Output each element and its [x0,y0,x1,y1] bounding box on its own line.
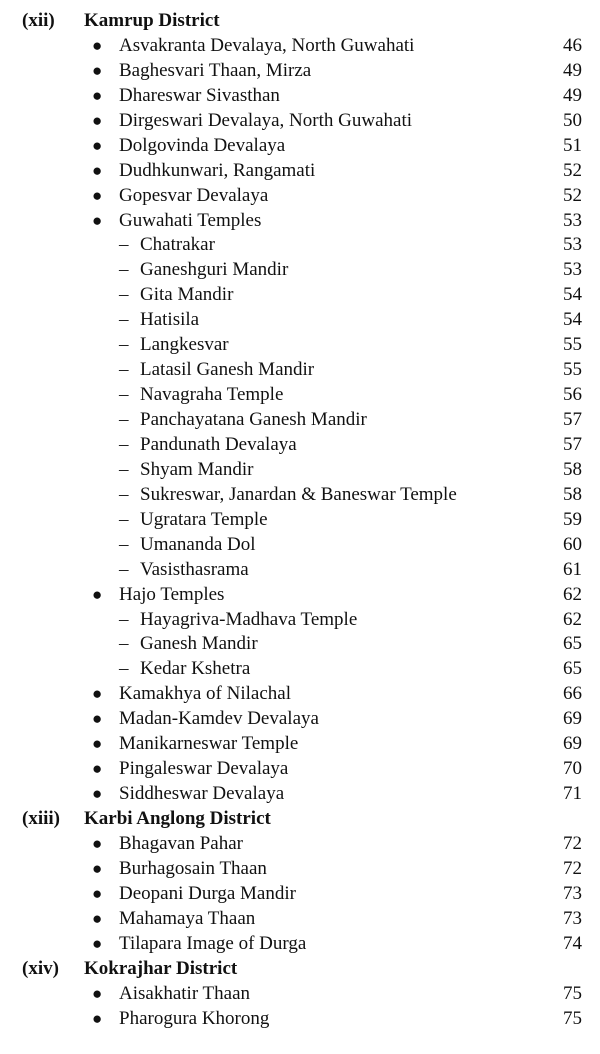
dash-icon: – [119,359,129,381]
bullet-icon: ● [92,1008,103,1028]
dash-icon: – [119,533,129,555]
entry-page-number: 73 [563,882,582,904]
toc-entry [0,682,600,707]
entry-title: Dhareswar Sivasthan [119,84,280,106]
subentry-page-number: 54 [563,309,582,331]
subentry-title: Ganeshguri Mandir [140,259,289,281]
bullet-icon: ● [92,908,103,928]
dash-icon: – [119,259,129,281]
subentry-page-number: 54 [563,284,582,306]
subentry-title: Hatisila [140,309,200,331]
entry-title: Asvakranta Devalaya, North Guwahati [119,34,415,56]
entry-title: Deopani Durga Mandir [119,882,296,904]
entry-title: Hajo Temples [119,583,225,605]
toc-subentry [0,433,600,458]
toc-subentry [0,608,600,633]
bullet-icon: ● [92,110,103,130]
subentry-title: Chatrakar [140,234,215,256]
entry-page-number: 62 [563,583,582,605]
section-title: Karbi Anglong District [84,808,271,829]
subentry-page-number: 57 [563,409,582,430]
subentry-page-number: 58 [563,483,582,505]
entry-title: Siddheswar Devalaya [119,783,285,805]
bullet-icon: ● [92,983,103,1003]
entry-page-number: 75 [563,982,582,1004]
toc-entry [0,59,600,84]
toc-subentry [0,483,600,508]
section-heading [0,807,600,832]
toc-entry [0,209,600,234]
entry-title: Pingaleswar Devalaya [119,758,289,780]
entry-page-number: 49 [563,59,582,81]
subentry-title: Pandunath Devalaya [140,433,297,455]
section-title: Kamrup District [84,10,220,31]
toc-subentry [0,233,600,258]
dash-icon: – [119,433,129,455]
bullet-icon: ● [92,185,103,205]
entry-title: Gopesvar Devalaya [119,184,269,206]
dash-icon: – [119,458,129,480]
entry-page-number: 70 [563,758,582,780]
entry-title: Baghesvari Thaan, Mirza [119,59,312,81]
toc-entry [0,1007,600,1032]
toc-subentry [0,533,600,558]
bullet-icon: ● [92,734,103,754]
bullet-icon: ● [92,584,103,604]
subentry-page-number: 56 [563,384,582,406]
subentry-page-number: 60 [563,533,582,555]
toc-entry [0,84,600,109]
subentry-page-number: 57 [563,433,582,455]
subentry-title: Gita Mandir [140,284,234,306]
toc-entry [0,832,600,857]
dash-icon: – [119,658,129,680]
bullet-icon: ● [92,784,103,804]
subentry-title: Panchayatana Ganesh Mandir [140,409,367,430]
entry-page-number: 49 [563,84,582,106]
entry-page-number: 51 [563,134,582,156]
entry-page-number: 52 [563,159,582,181]
toc-subentry [0,283,600,308]
toc-subentry [0,458,600,483]
entry-page-number: 69 [563,708,582,730]
subentry-page-number: 55 [563,359,582,381]
toc-entry [0,982,600,1007]
toc-entry [0,159,600,184]
toc-subentry [0,308,600,333]
toc-subentry [0,333,600,358]
subentry-title: Shyam Mandir [140,458,254,480]
entry-page-number: 75 [563,1007,582,1029]
entry-page-number: 46 [563,34,582,56]
entry-title: Dudhkunwari, Rangamati [119,159,316,181]
entry-title: Dirgeswari Devalaya, North Guwahati [119,109,412,131]
toc-subentry [0,657,600,682]
section-numeral: (xii) [22,10,55,31]
subentry-page-number: 59 [563,508,582,530]
subentry-title: Langkesvar [140,334,229,356]
subentry-page-number: 58 [563,458,582,480]
subentry-title: Latasil Ganesh Mandir [140,359,315,381]
dash-icon: – [119,508,129,530]
section-heading [0,957,600,982]
bullet-icon: ● [92,933,103,953]
toc-entry [0,932,600,957]
bullet-icon: ● [92,135,103,155]
entry-page-number: 66 [563,683,582,705]
entry-page-number: 71 [563,783,582,805]
section-title: Kokrajhar District [84,957,238,979]
entry-page-number: 53 [563,209,582,231]
entry-page-number: 69 [563,733,582,755]
entry-page-number: 73 [563,907,582,929]
toc-entry [0,857,600,882]
dash-icon: – [119,384,129,406]
entry-title: Manikarneswar Temple [119,733,299,755]
dash-icon: – [119,409,129,430]
toc-subentry [0,258,600,283]
dash-icon: – [119,633,129,655]
subentry-title: Vasisthasrama [140,558,249,580]
bullet-icon: ● [92,709,103,729]
entry-title: Tilapara Image of Durga [119,932,307,954]
toc-entry [0,882,600,907]
subentry-title: Umananda Dol [140,533,256,555]
subentry-title: Hayagriva-Madhava Temple [140,608,358,630]
dash-icon: – [119,334,129,356]
toc-entry [0,134,600,159]
toc-subentry [0,383,600,408]
entry-title: Mahamaya Thaan [119,907,256,929]
toc-entry [0,732,600,757]
subentry-title: Navagraha Temple [140,384,284,406]
toc-subentry [0,408,600,433]
bullet-icon: ● [92,883,103,903]
subentry-page-number: 53 [563,234,582,256]
bullet-icon: ● [92,833,103,853]
toc-entry [0,109,600,134]
entry-page-number: 72 [563,832,582,854]
section-numeral: (xiii) [22,808,60,829]
entry-title: Madan-Kamdev Devalaya [119,708,319,730]
subentry-page-number: 53 [563,259,582,281]
subentry-page-number: 55 [563,334,582,356]
entry-page-number: 72 [563,857,582,879]
bullet-icon: ● [92,210,103,230]
subentry-title: Sukreswar, Janardan & Baneswar Temple [140,483,457,505]
toc-entry [0,707,600,732]
entry-title: Kamakhya of Nilachal [119,683,291,705]
section-heading [0,9,600,34]
bullet-icon: ● [92,160,103,180]
dash-icon: – [119,483,129,505]
toc-entry [0,34,600,59]
entry-page-number: 52 [563,184,582,206]
subentry-title: Ugratara Temple [140,508,268,530]
section-numeral: (xiv) [22,957,59,979]
subentry-title: Ganesh Mandir [140,633,258,655]
subentry-page-number: 62 [563,608,582,630]
dash-icon: – [119,608,129,630]
subentry-page-number: 61 [563,558,582,580]
toc-subentry [0,358,600,383]
bullet-icon: ● [92,759,103,779]
entry-title: Guwahati Temples [119,209,262,231]
entry-title: Pharogura Khorong [119,1007,270,1029]
entry-page-number: 74 [563,932,582,954]
toc-subentry [0,508,600,533]
toc-subentry [0,558,600,583]
toc-entry [0,583,600,608]
entry-title: Bhagavan Pahar [119,832,243,854]
bullet-icon: ● [92,60,103,80]
bullet-icon: ● [92,85,103,105]
bullet-icon: ● [92,858,103,878]
toc-subentry [0,632,600,657]
subentry-page-number: 65 [563,633,582,655]
table-of-contents [0,9,600,1031]
entry-title: Aisakhatir Thaan [119,982,251,1004]
entry-title: Burhagosain Thaan [119,857,267,879]
dash-icon: – [119,234,129,256]
dash-icon: – [119,309,129,331]
toc-entry [0,782,600,807]
toc-entry [0,907,600,932]
dash-icon: – [119,284,129,306]
dash-icon: – [119,558,129,580]
bullet-icon: ● [92,684,103,704]
subentry-page-number: 65 [563,658,582,680]
toc-entry [0,184,600,209]
entry-page-number: 50 [563,109,582,131]
subentry-title: Kedar Kshetra [140,658,251,680]
entry-title: Dolgovinda Devalaya [119,134,286,156]
bullet-icon: ● [92,35,103,55]
toc-entry [0,757,600,782]
